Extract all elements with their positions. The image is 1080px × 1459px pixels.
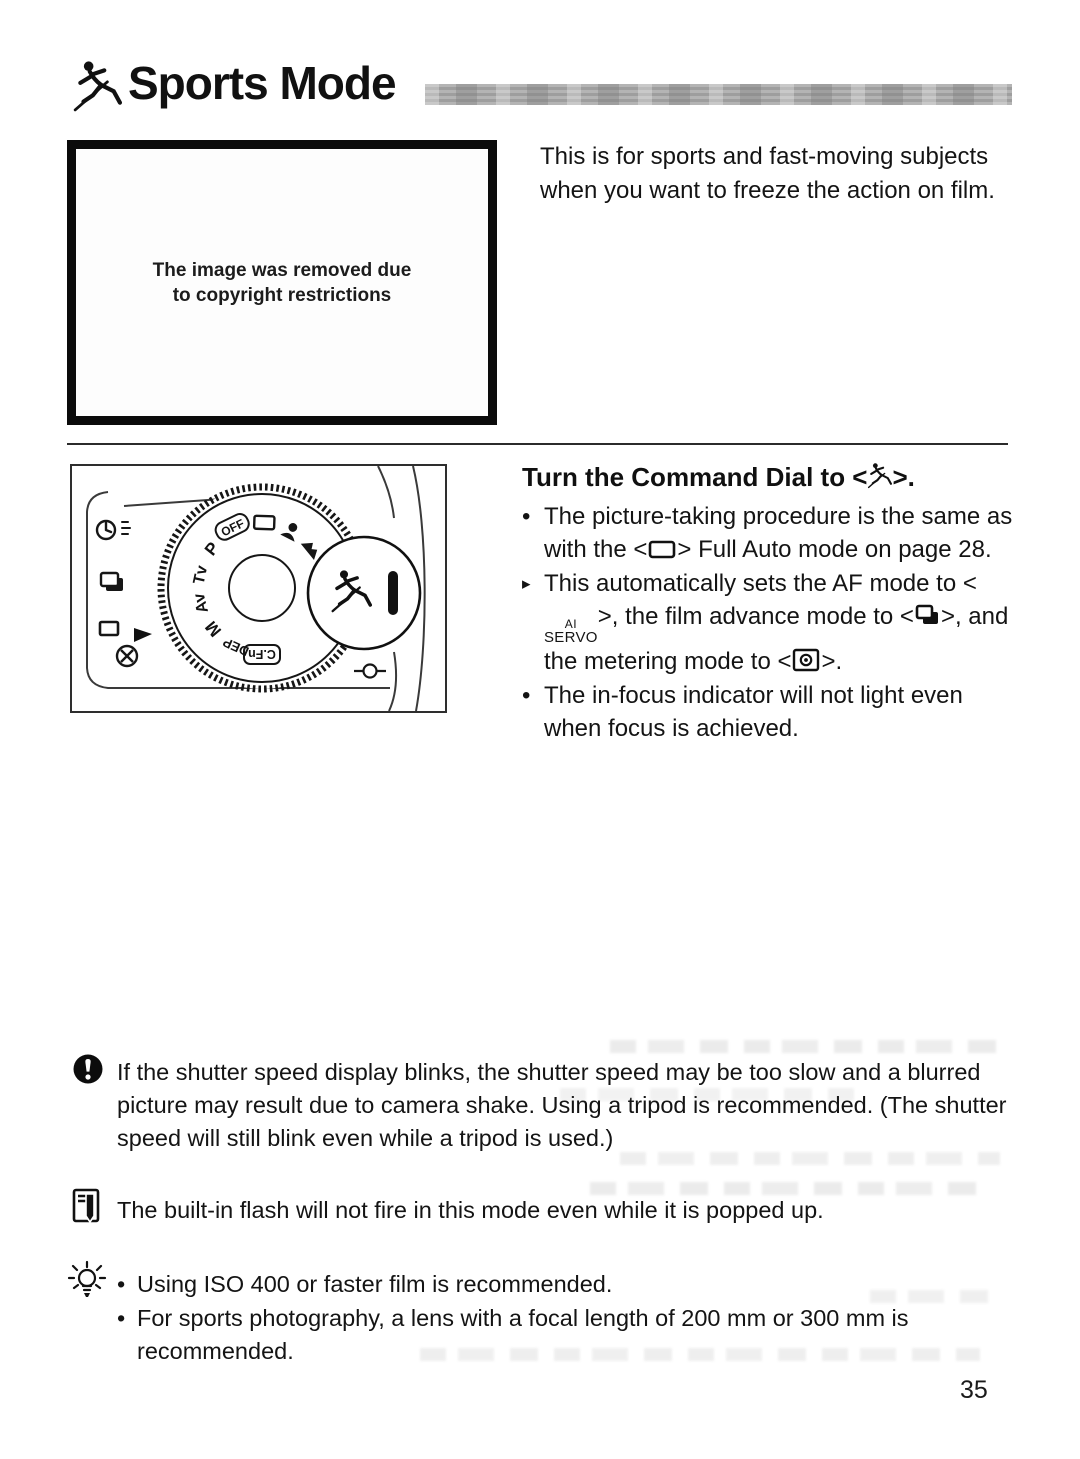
- title-decoration-bar: [425, 84, 1012, 105]
- dial-label-dep: DEP: [220, 634, 252, 660]
- self-timer-icon: [97, 521, 130, 539]
- step-bullets: [522, 500, 1022, 745]
- flash-note-text: The built-in flash will not fire in this mode even while it is popped up.: [117, 1197, 824, 1223]
- ai-servo-label: AI SERVO: [544, 617, 598, 646]
- screw-icon: [117, 646, 137, 666]
- film-plane-mark: [354, 665, 386, 678]
- runner-icon-inline: [867, 462, 892, 489]
- horizontal-rule: [67, 443, 1008, 445]
- bleed-through-artifact: [610, 1040, 1000, 1053]
- note-icon: [72, 1188, 103, 1224]
- tip-bulb-icon: [65, 1258, 109, 1302]
- dial-label-cfn-group: [244, 645, 280, 664]
- dial-label-av: Av: [190, 591, 213, 615]
- dial-index-mark-left: [134, 628, 152, 642]
- dial-label-tv: Tv: [190, 564, 212, 586]
- evaluative-metering-icon: [791, 648, 821, 672]
- step-heading: Turn the Command Dial to < >.: [522, 462, 915, 492]
- bleed-through-artifact: [620, 1152, 1000, 1165]
- bleed-through-artifact: [420, 1348, 980, 1361]
- film-advance-continuous-icon: [914, 603, 941, 627]
- bleed-through-artifact: [870, 1290, 990, 1303]
- caution-icon: [72, 1052, 104, 1086]
- tip-iso: • Using ISO 400 or faster film is recommended.: [117, 1271, 613, 1297]
- copyright-placeholder-text: The image was removed due to copyright restrictions: [152, 259, 412, 306]
- page-title: Sports Mode: [128, 57, 396, 109]
- bullet-auto-settings: ▸ This automatically sets the AF mode to < AI SERVO >, the film advance mode to < >, and the metering mode to < >.: [522, 570, 1009, 675]
- dial-label-off: OFF: [218, 516, 247, 540]
- step-section: [522, 460, 1022, 746]
- full-auto-square-icon: [100, 622, 118, 635]
- bleed-through-artifact: [590, 1182, 990, 1195]
- bullet-in-focus: • The in-focus indicator will not light even when focus is achieved.: [522, 682, 963, 742]
- continuous-advance-icon: [101, 573, 123, 591]
- copyright-placeholder-box: [67, 140, 497, 425]
- dial-label-m: M: [201, 617, 226, 641]
- command-dial-drawing: [72, 466, 445, 711]
- tip-lens: • For sports photography, a lens with a focal length of 200 mm or 300 mm is recommended.: [117, 1305, 909, 1364]
- dial-label-cfn: C.Fn: [248, 647, 276, 661]
- sports-runner-icon: [72, 58, 122, 114]
- page-number: 35: [960, 1376, 988, 1404]
- bleed-through-artifact: [560, 1088, 860, 1101]
- command-dial-illustration: [70, 464, 447, 713]
- intro-paragraph: This is for sports and fast-moving subjects when you want to freeze the action on film.: [540, 143, 995, 204]
- dial-label-p: P: [200, 538, 223, 560]
- bullet-procedure: • The picture-taking procedure is the same as with the < > Full Auto mode on page 28.: [522, 503, 1013, 563]
- full-auto-icon: [647, 539, 677, 560]
- sports-position-magnifier: [308, 537, 420, 649]
- caution-text: If the shutter speed display blinks, the shutter speed may be too slow and a blurred picture may result due to camera shake. Using a tripod is recommended. (The shutter speed will still blink even while a tripod is used.): [117, 1059, 1007, 1151]
